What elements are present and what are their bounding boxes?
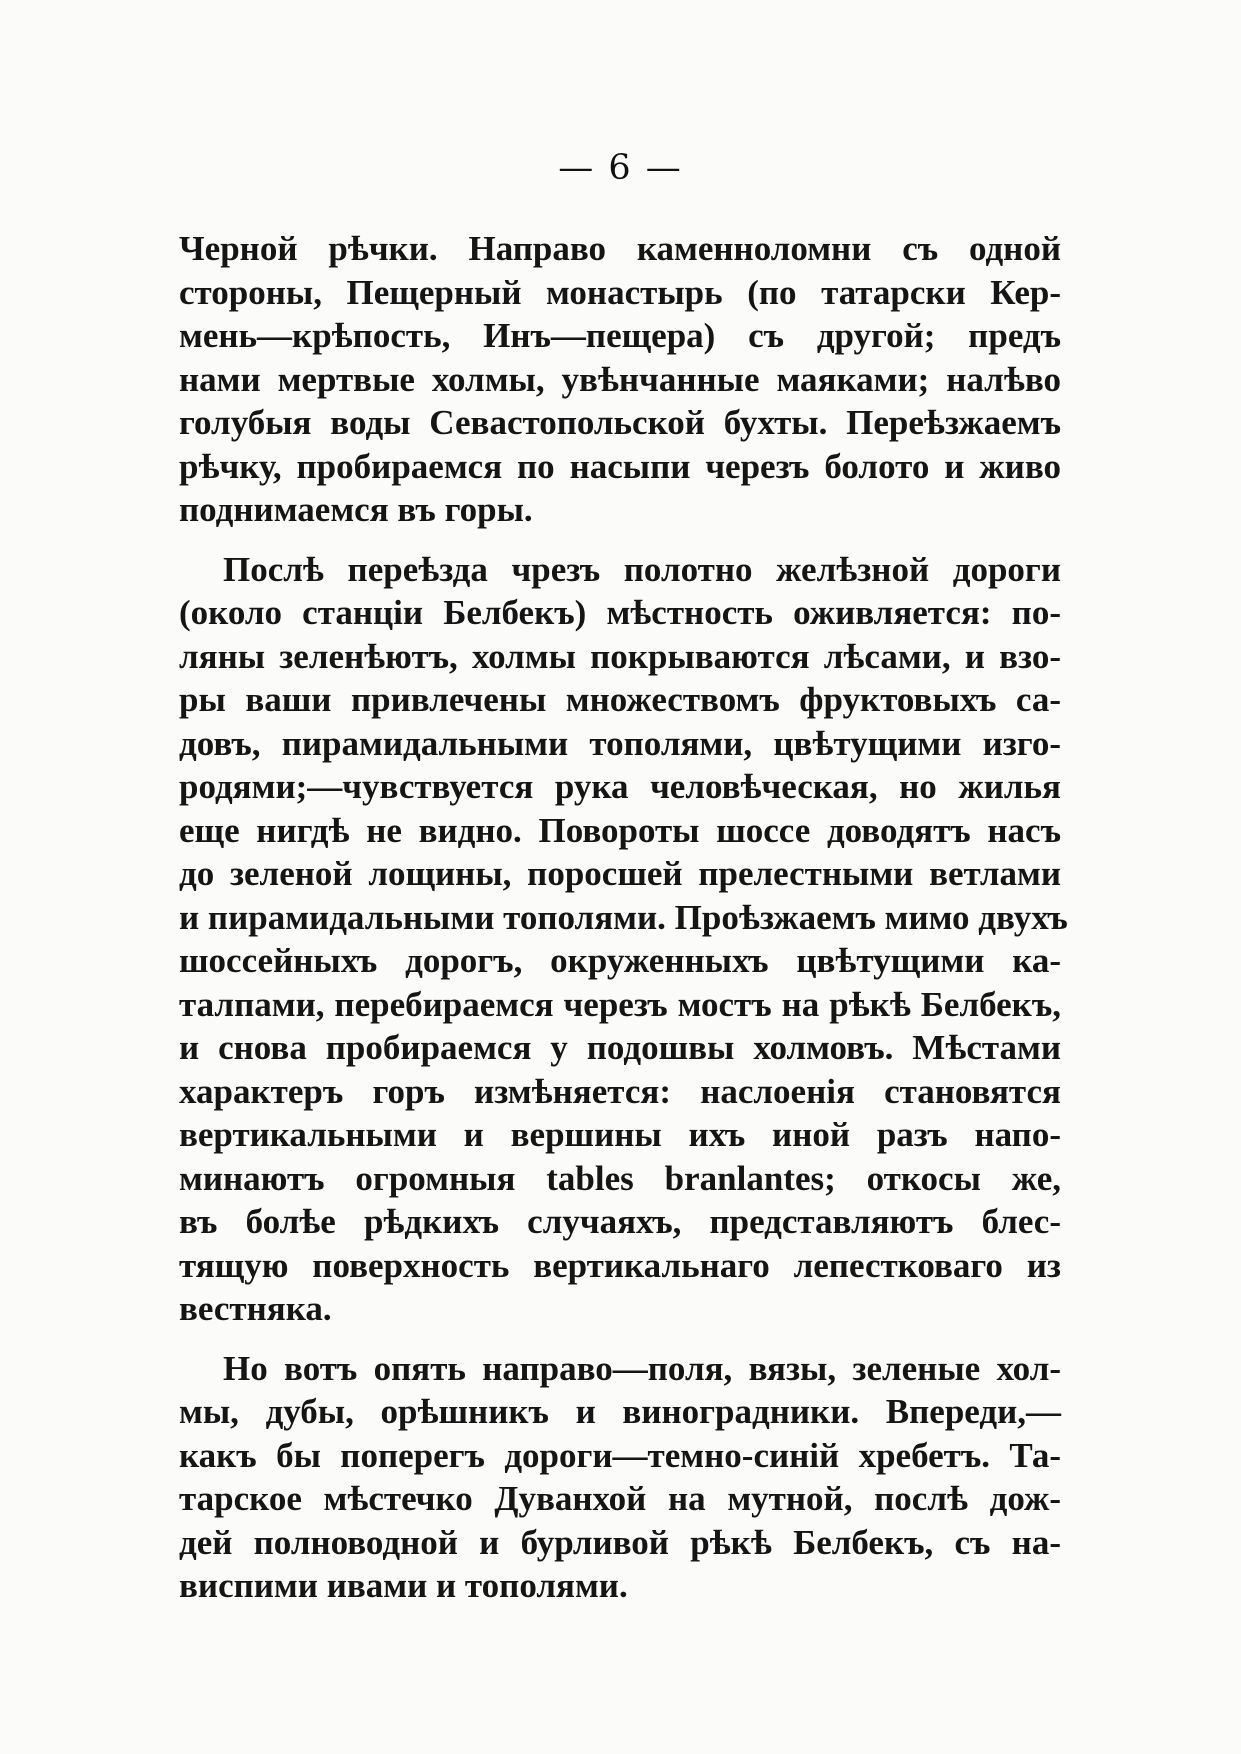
text-line: какъ бы поперегъ дороги—темно-синій хребетъ. Та- [179,1435,1061,1475]
text-line: минаютъ огромныя tables branlantes; откосы же, [179,1158,1061,1198]
paragraph [179,227,1061,532]
text-line: характеръ горъ измѣняется: наслоенія становятся [179,1071,1061,1111]
text-line: рѣчку, пробираемся по насыпи черезъ болото и живо [179,446,1061,486]
paragraph-gap [179,532,1061,548]
text-line: Но вотъ опять направо—поля, вязы, зеленые хол- [223,1348,1061,1388]
page-body [179,227,1068,1608]
text-line: вертикальными и вершины ихъ иной разъ напо- [179,1115,1061,1154]
paragraph [179,1347,1061,1608]
text-line: (около станціи Белбекъ) мѣстность оживляется: по- [179,593,1061,632]
text-line: нами мертвые холмы, увѣнчанные маяками; налѣво [179,359,1061,399]
text-line: еще нигдѣ не видно. Повороты шоссе доводятъ насъ [179,810,1061,850]
text-line: голубыя воды Севастопольской бухты. Переѣзжаемъ [179,403,1061,442]
paragraph [179,548,1068,1331]
text-line: поднимаемся въ горы. [179,490,533,529]
paragraph-gap [179,1331,1061,1347]
text-line: виспими ивами и тополями. [179,1566,628,1605]
text-line: мы, дубы, орѣшникъ и виноградники. Впереди,— [179,1392,1061,1431]
text-line: въ болѣе рѣдкихъ случаяхъ, представляютъ блес- [179,1202,1061,1241]
text-line: мень—крѣпость, Инъ—пещера) съ другой; предъ [179,316,1061,355]
text-line: дей полноводной и бурливой рѣкѣ Белбекъ, съ на- [179,1522,1061,1562]
text-line: и снова пробираемся у подошвы холмовъ. Мѣстами [179,1028,1061,1067]
text-line: Послѣ переѣзда чрезъ полотно желѣзной дороги [223,549,1061,589]
text-line: родями;—чувствуется рука человѣческая, но жилья [179,767,1061,806]
text-line: стороны, Пещерный монастырь (по татарски Кер- [179,272,1061,312]
text-line: талпами, перебираемся черезъ мостъ на рѣкѣ Белбекъ, [179,984,1061,1024]
text-line: ляны зеленѣютъ, холмы покрываются лѣсами, и взо- [179,636,1061,676]
text-line: вестняка. [179,1289,332,1328]
text-line: до зеленой лощины, поросшей прелестными ветлами [179,854,1061,893]
text-line: тарское мѣстечко Дуванхой на мутной, послѣ дож- [179,1479,1061,1518]
text-line: тящую поверхность вертикальнаго лепестковаго из [179,1245,1061,1285]
page-number: — 6 — [558,148,683,188]
text-line: шоссейныхъ дорогъ, окруженныхъ цвѣтущими ка- [179,941,1061,980]
text-line: довъ, пирамидальными тополями, цвѣтущими изго- [179,723,1061,763]
text-line: Черной рѣчки. Направо каменноломни съ одной [179,229,1061,268]
text-line: и пирамидальными тополями. Проѣзжаемъ мимо двухъ [179,897,1068,937]
text-line: ры ваши привлечены множествомъ фруктовыхъ са- [179,680,1061,719]
